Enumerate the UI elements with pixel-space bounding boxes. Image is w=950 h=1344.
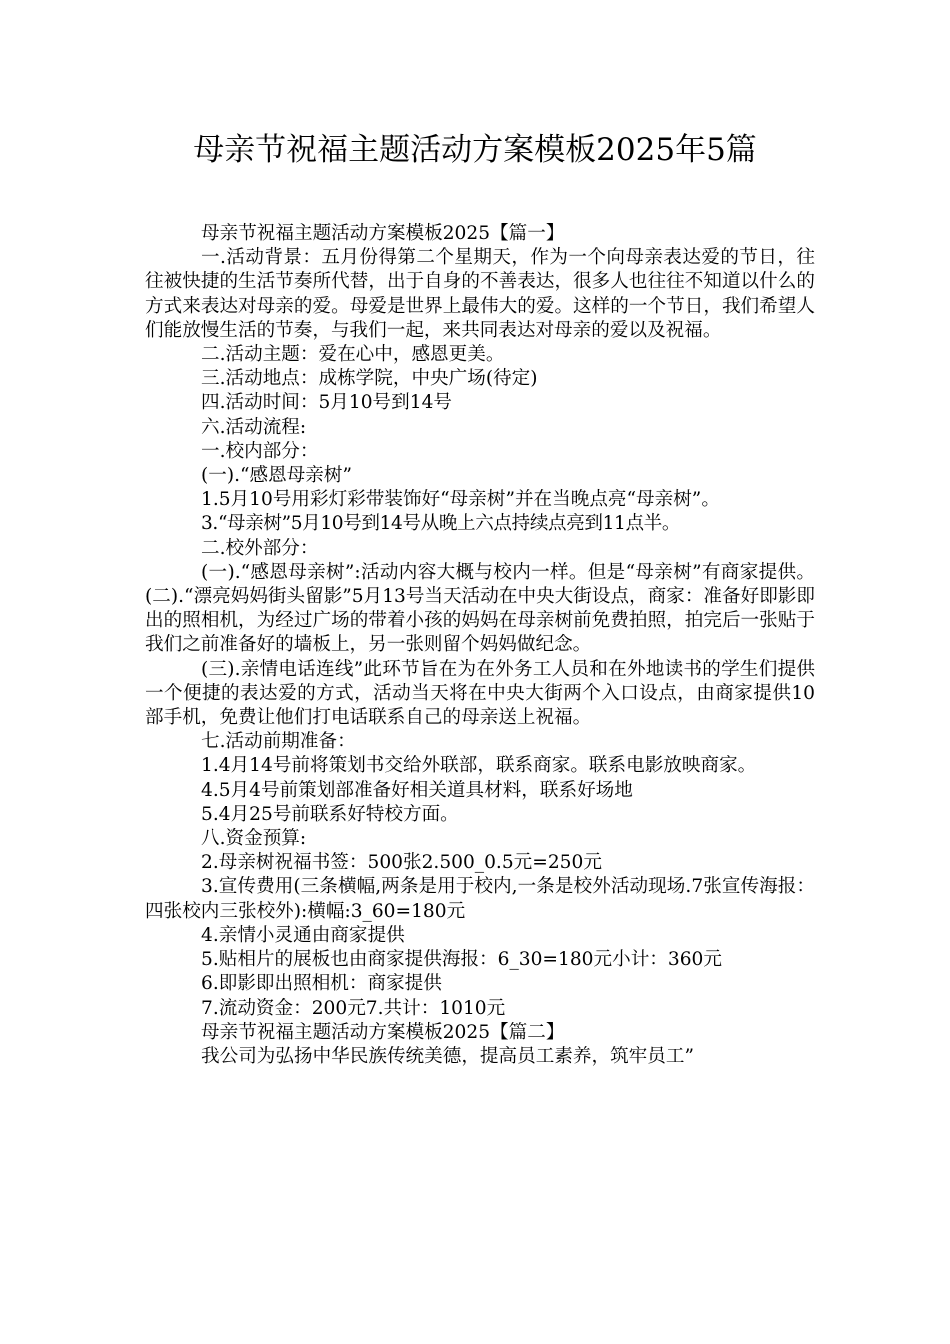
section-heading: 母亲节祝福主题活动方案模板2025【篇二】 xyxy=(201,1021,565,1043)
paragraph: 六.活动流程: xyxy=(201,416,307,438)
paragraph: 4.亲情小灵通由商家提供 xyxy=(201,924,405,946)
paragraph: 3.宣传费用(三条横幅,两条是用于校内,一条是校外活动现场.7张宣传海报：四张校内三张校外):横幅:3_60=180元 xyxy=(145,876,815,922)
paragraph: 我公司为弘扬中华民族传统美德，提高员工素养，筑牢员工” xyxy=(201,1045,694,1067)
paragraph: 八.资金预算: xyxy=(201,828,307,850)
paragraph: 5.贴相片的展板也由商家提供海报：6_30=180元小计：360元 xyxy=(201,949,722,971)
paragraph: 1.4月14号前将策划书交给外联部，联系商家。联系电影放映商家。 xyxy=(201,755,757,777)
section-heading: 母亲节祝福主题活动方案模板2025【篇一】 xyxy=(201,223,565,244)
paragraph: 4.5月4号前策划部准备好相关道具材料，联系好场地 xyxy=(201,779,633,801)
paragraph: 7.流动资金：200元7.共计：1010元 xyxy=(201,997,506,1019)
document-body xyxy=(145,222,815,1069)
paragraph: 6.即影即出照相机：商家提供 xyxy=(201,973,442,995)
paragraph: 二.活动主题：爱在心中，感恩更美。 xyxy=(201,344,505,366)
paragraph: 七.活动前期准备： xyxy=(201,731,356,753)
paragraph: 5.4月25号前联系好特校方面。 xyxy=(201,803,459,825)
paragraph: (一).“感恩母亲树”:活动内容大概与校内一样。但是“母亲树”有商家提供。(二).“漂亮妈妈街头留影”5月13号当天活动在中央大街设点，商家：准备好即影即出的照相机，为经过广场的带着小孩的妈妈在母亲树前免费拍照，拍完后一张贴于我们之前准备好的墙板上，另一张则留个妈妈做纪念。 xyxy=(145,561,815,656)
paragraph: 二.校外部分： xyxy=(201,537,319,559)
paragraph: (三).亲情电话连线”此环节旨在为在外务工人员和在外地读书的学生们提供一个便捷的表达爱的方式，活动当天将在中央大街两个入口设点，由商家提供10部手机，免费让他们打电话联系自己的母亲送上祝福。 xyxy=(145,658,815,729)
paragraph: 四.活动时间：5月10号到14号 xyxy=(201,392,452,414)
paragraph: 3.“母亲树”5月10号到14号从晚上六点持续点亮到11点半。 xyxy=(201,513,681,535)
paragraph: 一.校内部分： xyxy=(201,440,319,462)
paragraph: 三.活动地点：成栋学院，中央广场(待定) xyxy=(201,368,538,390)
document-title: 母亲节祝福主题活动方案模板2025年5篇 xyxy=(193,132,757,168)
paragraph: 一.活动背景：五月份得第二个星期天，作为一个向母亲表达爱的节日，往往被快捷的生活节奏所代替，出于自身的不善表达，很多人也往往不知道以什么的方式来表达对母亲的爱。母爱是世界上最伟大的爱。这样的一个节日，我们希望人们能放慢生活的节奏，与我们一起，来共同表达对母亲的爱以及祝福。 xyxy=(145,247,815,341)
paragraph: (一).“感恩母亲树” xyxy=(201,465,352,487)
paragraph: 2.母亲树祝福书签：500张2.500_0.5元=250元 xyxy=(201,852,602,874)
paragraph: 1.5月10号用彩灯彩带装饰好“母亲树”并在当晚点亮“母亲树”。 xyxy=(201,489,720,511)
